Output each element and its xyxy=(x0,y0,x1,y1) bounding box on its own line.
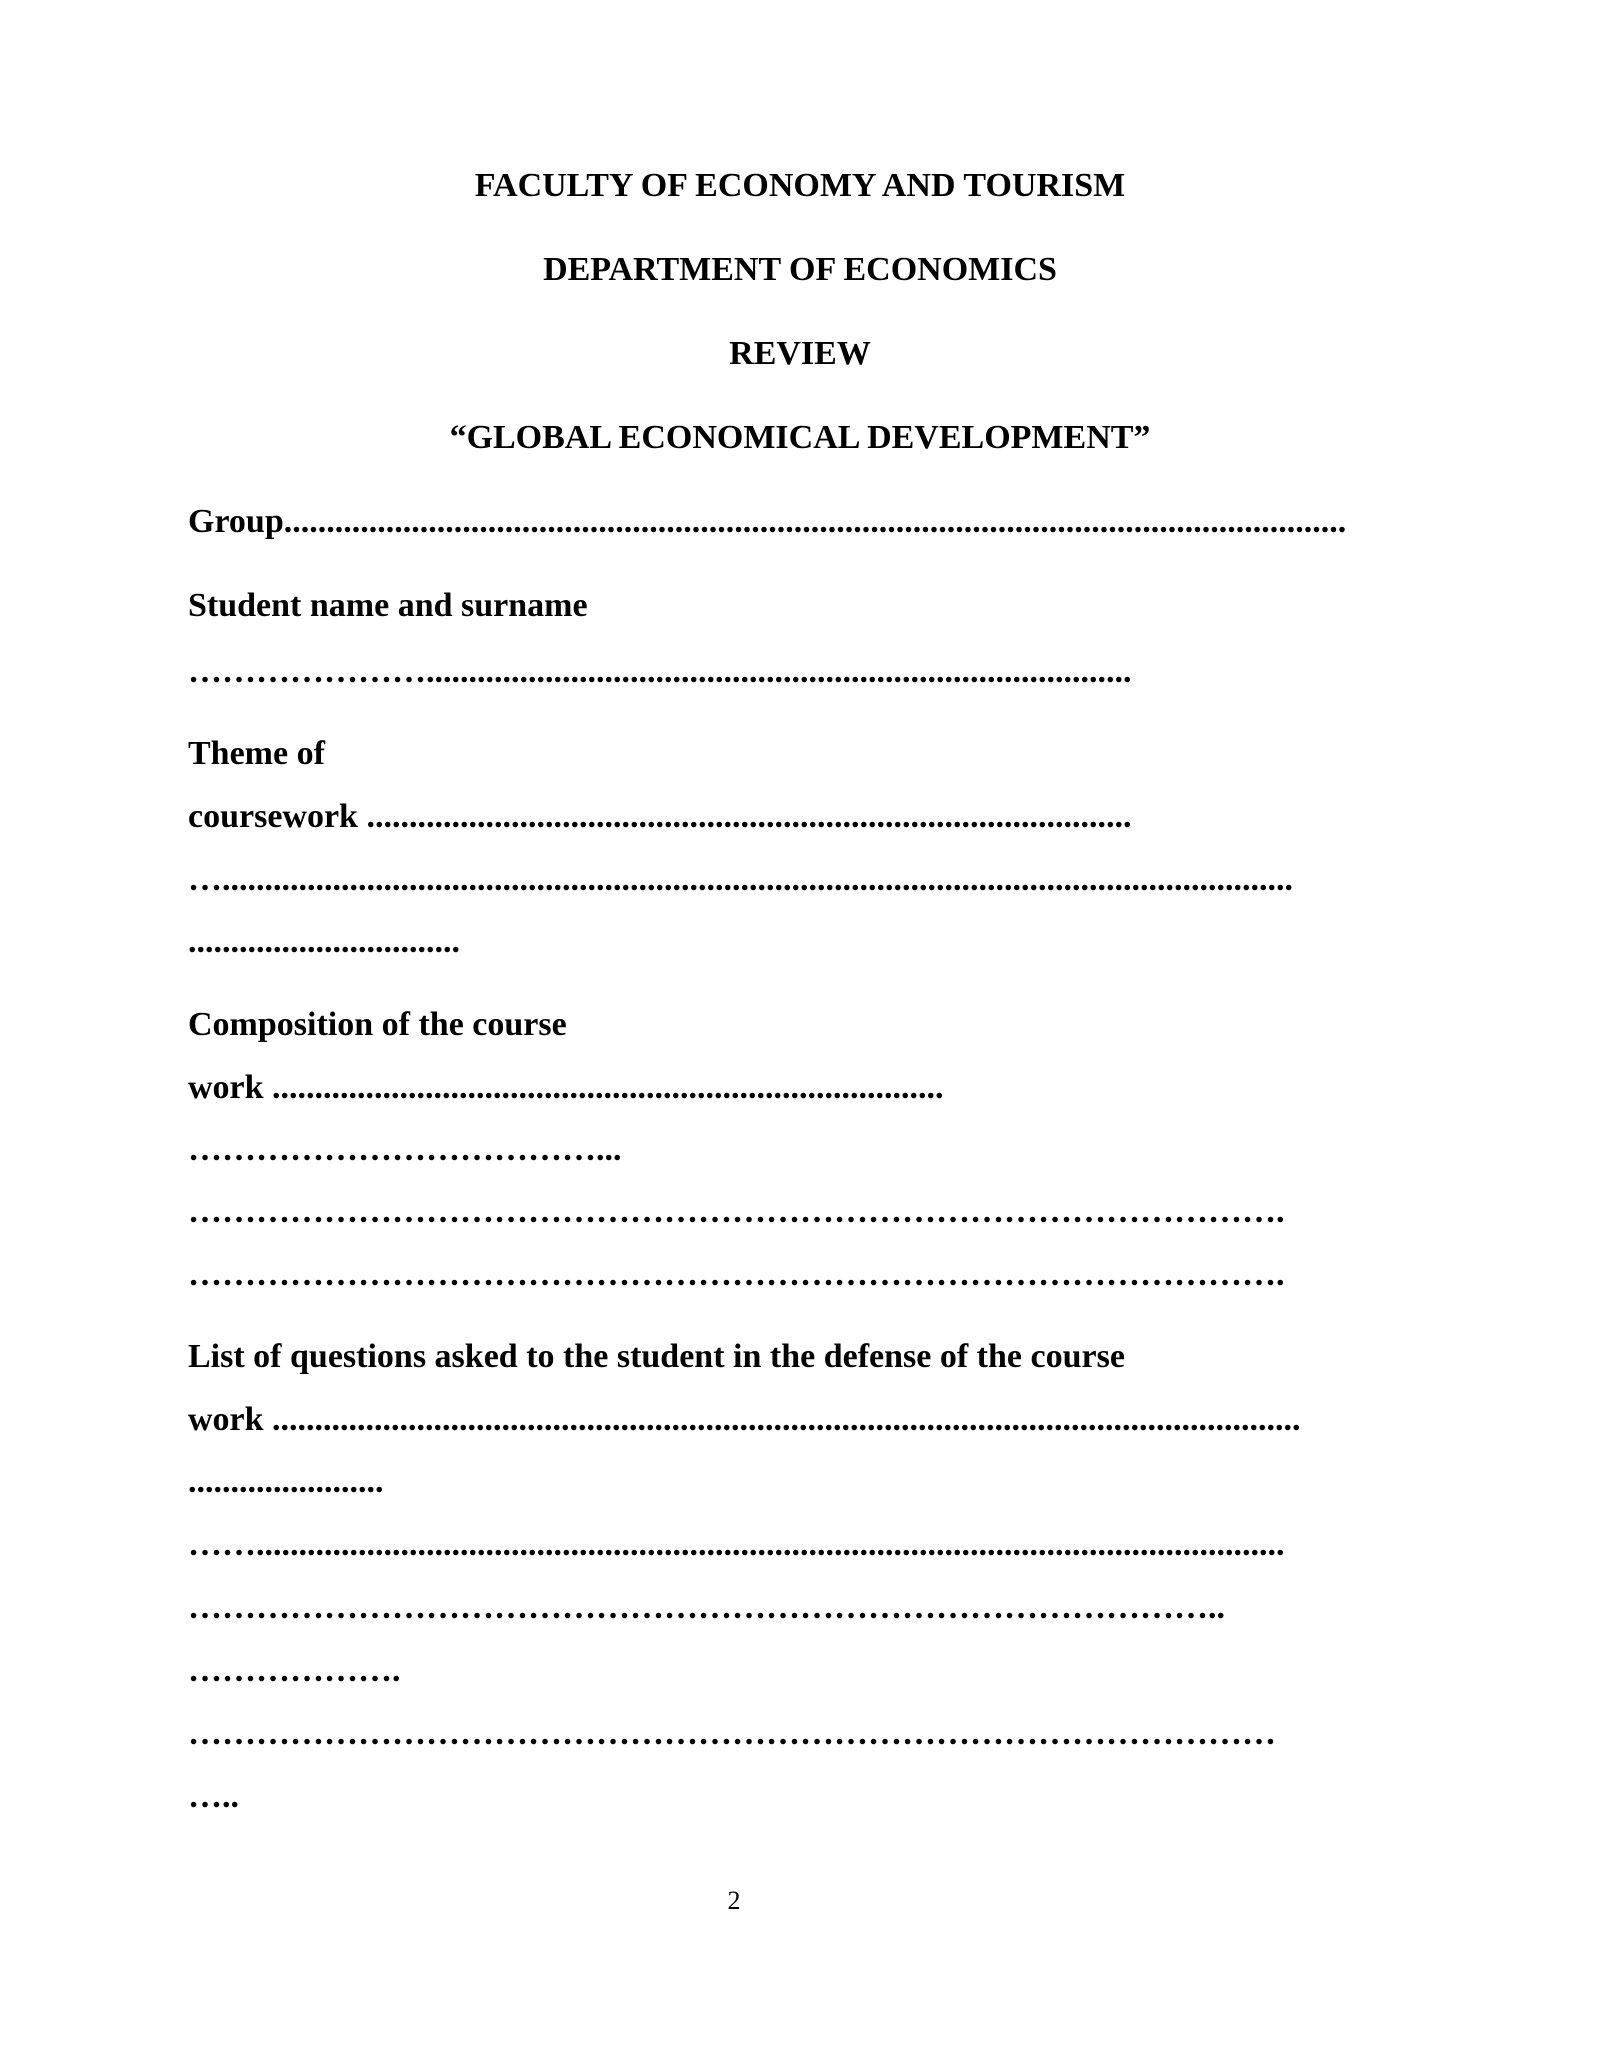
composition-fill-line: ………………………………... xyxy=(188,1131,622,1168)
composition-label: Composition of the course xyxy=(188,1006,567,1043)
group-line: Group............................................................................................................................. xyxy=(188,503,1347,540)
theme-fill-line: ….............................................................................................................................. xyxy=(188,861,1293,898)
questions-fill-line: …………………………………………………………………………………… xyxy=(188,1715,1276,1752)
questions-label: List of questions asked to the student in the defense of the course xyxy=(188,1338,1125,1375)
theme-fill-line: ................................ xyxy=(188,923,460,960)
questions-fill-line: ....................... xyxy=(188,1463,384,1500)
questions-work-line: work ......................................................................................................................... xyxy=(188,1401,1301,1438)
department-heading: DEPARTMENT OF ECONOMICS xyxy=(543,251,1057,288)
student-name-label: Student name and surname xyxy=(188,587,588,624)
theme-label: Theme of xyxy=(188,735,325,772)
questions-fill-line: ….. xyxy=(188,1778,239,1815)
page-number: 2 xyxy=(727,1886,741,1915)
questions-fill-line: ……......................................................................................................................... xyxy=(188,1526,1285,1563)
theme-coursework-line: coursework .......................................................................................... xyxy=(188,798,1132,835)
subject-heading: “GLOBAL ECONOMICAL DEVELOPMENT” xyxy=(449,419,1151,456)
student-name-fill-line: …………………................................................................................... xyxy=(188,653,1132,690)
composition-work-line: work ............................................................................... xyxy=(188,1069,944,1106)
questions-fill-line: ……………………………………………………………………………….. xyxy=(188,1589,1225,1626)
composition-fill-line: ……………………………………………………………………………………. xyxy=(188,1256,1285,1293)
questions-fill-line: ………………. xyxy=(188,1652,401,1689)
faculty-heading: FACULTY OF ECONOMY AND TOURISM xyxy=(474,167,1126,204)
composition-fill-line: ……………………………………………………………………………………. xyxy=(188,1193,1285,1230)
review-heading: REVIEW xyxy=(729,335,871,372)
